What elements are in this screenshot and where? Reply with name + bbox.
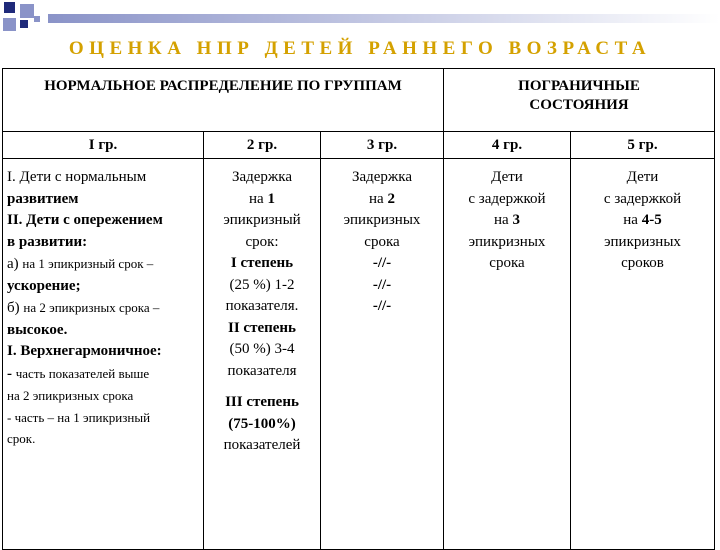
g1-line [7,363,199,386]
group-1-header: I гр. [3,132,204,159]
g3-line: -//- [372,298,392,314]
g1-line [7,297,199,320]
g1-text: часть показателей выше [15,365,150,381]
header-borderline-states [444,69,715,132]
g3-text: на [369,190,388,207]
content-row [3,159,715,550]
group-5-header: 5 гр. [571,132,715,159]
g5-number: 4-5 [641,212,662,228]
g5-line: Дети [626,169,659,185]
spacer [204,382,320,392]
g4-line [444,210,570,232]
header-borderline-line1: ПОГРАНИЧНЫЕ [518,78,640,94]
g3-number: 2 [387,190,395,207]
groups-row [3,132,715,159]
g2-number: 1 [267,190,275,207]
g5-line: сроков [621,255,664,271]
group-1-cell [3,159,204,550]
g3-line: -//- [372,255,392,271]
g1-line: - часть – на 1 эпикризный [7,409,151,425]
group-3-header: 3 гр. [321,132,444,159]
g2-line: показателей [223,437,301,453]
g2-line: срок: [245,233,279,250]
g4-number: 3 [512,212,520,228]
page-title: ОЦЕНКА НПР ДЕТЕЙ РАННЕГО ВОЗРАСТА [68,38,652,59]
g1-line: срок. [7,431,36,446]
g1-line: на 2 эпикризных срока [7,388,134,403]
g4-line: срока [489,255,525,271]
g5-line: с задержкой [603,190,682,207]
npr-table [2,68,715,550]
g2-line: показателя. [225,298,299,314]
g2-line [204,189,320,211]
group-2-cell [204,159,321,550]
g2-line: II степень [228,319,296,336]
g5-line: эпикризных [604,233,681,250]
corner-decoration [0,0,720,36]
g1-line: в развитии: [7,233,88,250]
group-4-header: 4 гр. [444,132,571,159]
g1-prefix: б) [7,300,24,316]
g1-line [7,253,199,276]
g3-line: -//- [372,276,392,293]
g3-line: Задержка [351,169,413,185]
group-2-header: 2 гр. [204,132,321,159]
g3-line: эпикризных [343,212,421,228]
g1-text: на 1 эпикризный срок – [22,256,154,271]
g1-line: I. Верхнегармоничное: [7,343,162,359]
header-row [3,69,715,132]
g2-line: показателя [227,362,297,379]
g2-line: Задержка [231,169,293,185]
g2-text: на [249,190,268,207]
g1-prefix: а) [7,256,23,272]
g1-prefix: - [7,365,16,382]
g2-line: I степень [230,255,294,271]
g1-line: ускорение; [7,277,81,294]
g2-line: (50 %) 3-4 [229,341,295,357]
g4-line: Дети [491,169,523,185]
g4-line: эпикризных [468,233,546,250]
g1-line: II. Дети с опережением [7,212,163,228]
g1-text: на 2 эпикризных срока – [23,300,160,315]
header-normal-distribution: НОРМАЛЬНОЕ РАСПРЕДЕЛЕНИЕ ПО ГРУППАМ [3,69,444,132]
g2-line: эпикризный [223,212,301,228]
g3-line [321,189,443,211]
g1-line: развитием [7,190,79,207]
g5-text: на [623,212,642,228]
g1-line: высокое. [7,321,68,338]
group-5-cell [571,159,715,550]
g4-text: на [494,212,513,228]
g3-line: срока [364,233,400,250]
g2-line: III степень [225,394,299,410]
g4-line: с задержкой [468,190,546,207]
g5-line [571,210,714,232]
g2-line: (25 %) 1-2 [229,276,295,293]
group-4-cell [444,159,571,550]
header-borderline-line2: СОСТОЯНИЯ [529,97,629,113]
g1-line: I. Дети с нормальным [7,169,147,185]
group-3-cell [321,159,444,550]
g2-line: (75-100%) [228,415,296,432]
